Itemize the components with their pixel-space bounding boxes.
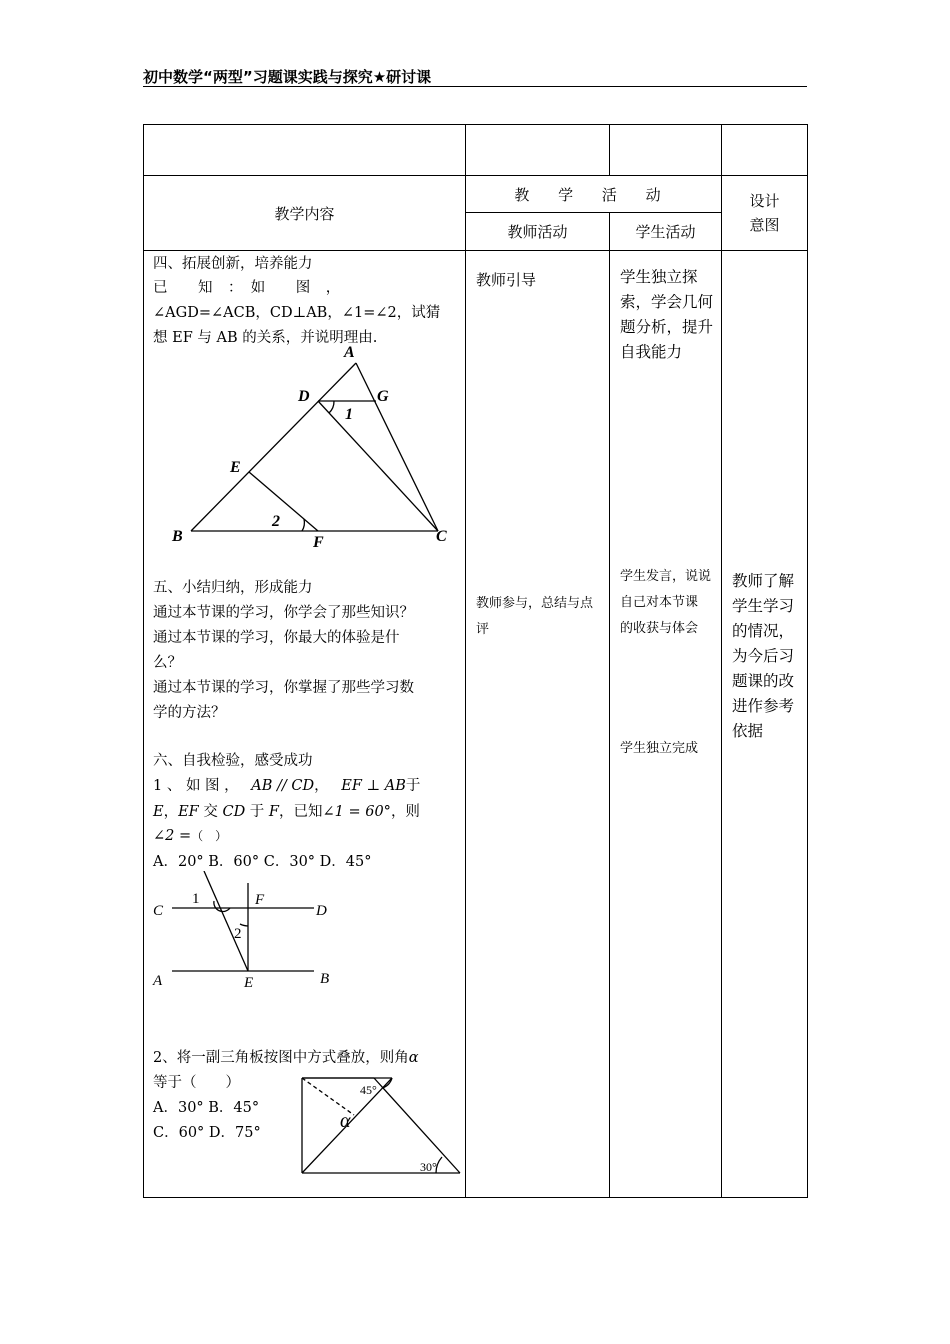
label-E: E [230, 459, 241, 476]
student-header: 学生活动 [610, 213, 722, 251]
design-line1: 教师了解 [732, 572, 795, 590]
section5-q3b: 学的方法？ [153, 705, 226, 721]
body-row [144, 251, 808, 1198]
student-explore-line3: 题分析，提升 [620, 318, 714, 336]
student-speak-line2: 自己对本节课 [620, 595, 699, 610]
design-header-line1: 设计 [749, 192, 780, 210]
design-line2: 学生学习 [732, 597, 795, 615]
section4-line2: ∠AGD=∠ACB，CD⊥AB，∠1=∠2，试猜 [153, 305, 441, 321]
blank-cell [466, 125, 610, 176]
problem1-sep: ， [314, 778, 329, 794]
student-explore-line2: 索，学会几何 [620, 293, 714, 311]
content-header: 教学内容 [144, 176, 466, 251]
design-line6: 进作参考 [732, 697, 795, 715]
section5-q1: 通过本节课的学习，你学会了那些知识？ [153, 605, 414, 621]
problem1-line3 [153, 824, 227, 848]
header-row-1 [144, 176, 808, 213]
blank-cell [610, 125, 722, 176]
math-ef: EF [178, 804, 199, 820]
problem1-line2 [153, 800, 420, 824]
problem1-sep2: ， [163, 804, 179, 820]
teacher-summary-line1: 教师参与，总结与点 [476, 596, 594, 611]
fig1-label-A: A [153, 973, 163, 989]
student-activity-cell [610, 251, 722, 1198]
problem1-yu2: 于 [245, 804, 269, 820]
section4-title: 四、拓展创新，培养能力 [153, 256, 313, 272]
content-area [144, 251, 465, 1197]
student-speak-line1: 学生发言，说说 [620, 569, 712, 584]
teacher-guide: 教师引导 [476, 271, 537, 289]
blank-row [144, 125, 808, 176]
design-line5: 题课的改 [732, 672, 795, 690]
section4-line3: 想 EF 与 AB 的关系，并说明理由. [153, 330, 378, 346]
design-header-line2: 意图 [749, 216, 780, 234]
fig1-label-2: 2 [234, 926, 242, 942]
math-ab-parallel-cd: AB // CD [251, 778, 315, 794]
triangle-ruler-figure [294, 1073, 464, 1177]
student-independent: 学生独立完成 [620, 741, 699, 756]
fig1-label-C: C [153, 903, 164, 919]
problem1-ze: ，则 [390, 804, 420, 820]
student-speak-line3: 的收获与体会 [620, 621, 699, 636]
fig2-alpha: α [340, 1110, 351, 1132]
student-explore-line1: 学生独立探 [620, 268, 698, 286]
problem1-intro: 1 、 如 图 ， [153, 778, 239, 794]
problem1-line1 [153, 774, 420, 798]
section5-title: 五、小结归纳，形成能力 [153, 580, 313, 596]
label-D: D [298, 388, 310, 405]
teacher-header: 教师活动 [466, 213, 610, 251]
section4-line1: 已 知 ： 如 图 ， [153, 280, 341, 296]
fig1-label-1: 1 [192, 891, 200, 907]
problem2-options1: A．30° B．45° [153, 1100, 260, 1116]
design-line4: 为今后习 [732, 647, 795, 665]
math-alpha: α [408, 1050, 419, 1066]
fig2-angle-30: 30° [420, 1160, 437, 1174]
math-angle2: ∠2 = [153, 828, 192, 844]
math-angle1: ∠1 = 60° [322, 804, 391, 820]
lesson-table [143, 124, 808, 1198]
student-explore-line4: 自我能力 [620, 343, 683, 361]
content-cell [144, 251, 466, 1198]
activity-header-label: 教 学 活 动 [514, 185, 673, 204]
page-header: 初中数学“两型”习题课实践与探究★研讨课 [143, 68, 432, 86]
fig2-angle-45: 45° [360, 1083, 377, 1097]
fig1-label-B: B [320, 971, 330, 987]
math-f: F [268, 804, 279, 820]
design-intent-cell [722, 251, 808, 1198]
fig1-label-E: E [244, 975, 254, 991]
problem1-known: ，已知 [278, 804, 323, 820]
math-ef-perp-ab: EF ⊥ AB [341, 778, 406, 794]
section5-q2b: 么？ [153, 655, 182, 671]
blank-cell [722, 125, 808, 176]
triangle-figure [164, 343, 464, 553]
section5-q2a: 通过本节课的学习，你最大的体验是什 [153, 630, 400, 646]
problem1-options: A．20° B．60° C．30° D．45° [153, 854, 372, 870]
activity-header [466, 176, 722, 213]
problem2-line1 [153, 1046, 419, 1070]
label-A: A [344, 344, 355, 361]
math-e: E [153, 804, 164, 820]
section5-q3a: 通过本节课的学习，你掌握了那些学习数 [153, 680, 414, 696]
problem1-jiao: 交 [198, 804, 223, 820]
label-C: C [436, 528, 447, 545]
teacher-activity-cell [466, 251, 610, 1198]
label-angle2: 2 [272, 513, 280, 530]
section6-title: 六、自我检验，感受成功 [153, 753, 313, 769]
design-header [722, 176, 808, 251]
math-cd: CD [222, 804, 246, 820]
teacher-summary-line2: 评 [476, 622, 490, 637]
design-line7: 依据 [732, 722, 764, 740]
problem2-line2: 等于（ ） [153, 1075, 240, 1091]
problem1-yu: 于 [405, 778, 421, 794]
design-line3: 的情况， [732, 622, 795, 640]
answer-paren: （ ） [191, 829, 228, 843]
label-G: G [377, 388, 389, 405]
label-F: F [313, 534, 324, 551]
fig1-label-D: D [316, 903, 327, 919]
fig1-label-F: F [255, 892, 265, 908]
header-rule [143, 86, 807, 87]
label-angle1: 1 [345, 406, 353, 423]
blank-cell [144, 125, 466, 176]
problem2-options2: C．60° D．75° [153, 1125, 261, 1141]
parallel-lines-figure [148, 871, 338, 1003]
problem2-text: 2、将一副三角板按图中方式叠放，则角 [153, 1050, 409, 1066]
label-B: B [172, 528, 183, 545]
